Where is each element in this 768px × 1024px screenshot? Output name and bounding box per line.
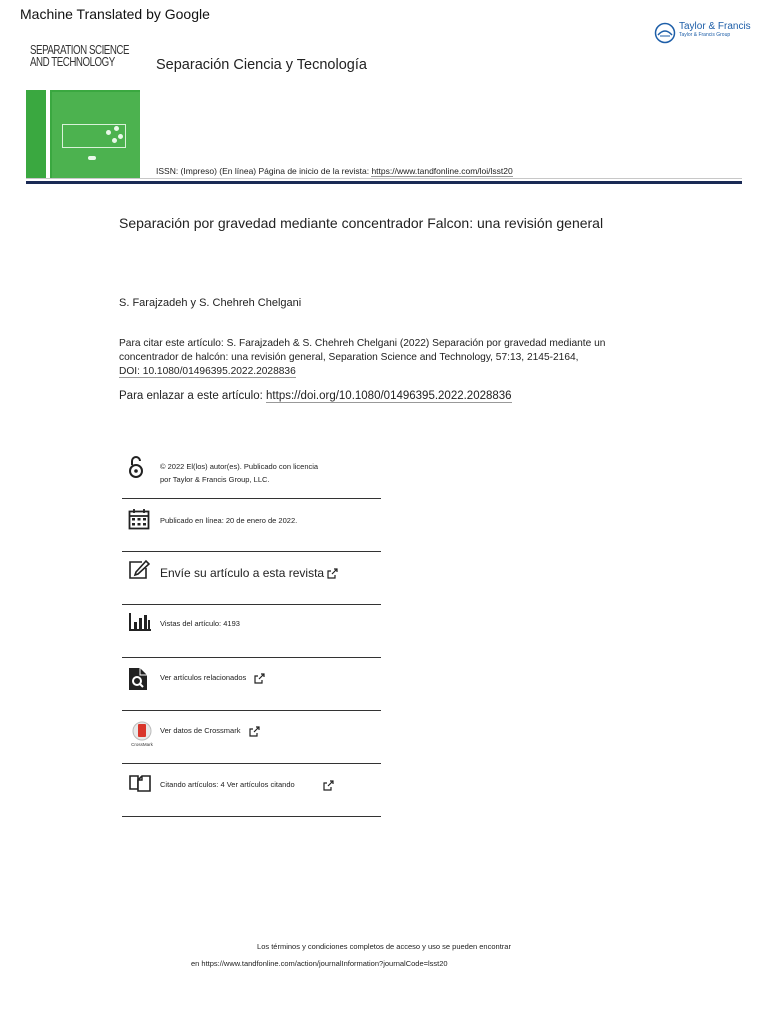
journal-title[interactable]: Separación Ciencia y Tecnología <box>156 57 367 73</box>
authors: S. Farajzadeh y S. Chehreh Chelgani <box>119 297 302 309</box>
footer-terms: Los términos y condiciones completos de acceso y uso se pueden encontrar <box>257 942 511 951</box>
crossmark-icon <box>128 720 156 748</box>
external-link-icon <box>327 568 338 579</box>
machine-translation-banner: Machine Translated by Google <box>20 6 210 22</box>
taylor-francis-icon <box>654 22 676 44</box>
crossmark-row[interactable] <box>122 712 381 764</box>
bar-chart-icon <box>128 612 152 632</box>
citation: Para citar este artículo: S. Farajzadeh & S. Chehreh Chelgani (2022) Separación por gravedad mediante un concentrador de halcón: una revisión general, Separation Science and Technology, 57:13, 2145-2164, DOI: 10.1080/01496395.2022.2028836 <box>119 338 606 377</box>
submit-row[interactable] <box>122 553 381 605</box>
crossmark-link[interactable]: Ver datos de Crossmark <box>160 726 241 735</box>
search-document-icon <box>128 667 148 691</box>
journal-cover[interactable] <box>26 34 140 178</box>
license-row: © 2022 El(los) autor(es). Publicado con licencia por Taylor & Francis Group, LLC. <box>122 447 381 499</box>
publisher-logo[interactable] <box>654 22 751 44</box>
article-link-line: Para enlazar a este artículo: https://doi.org/10.1080/01496395.2022.2028836 <box>119 390 512 402</box>
edit-icon <box>128 559 150 581</box>
doi-link[interactable]: DOI: 10.1080/01496395.2022.2028836 <box>119 366 296 377</box>
external-link-icon <box>254 673 265 684</box>
publisher-sub: Taylor & Francis Group <box>679 32 731 38</box>
issn-line: ISSN: (Impreso) (En línea) Página de inicio de la revista: https://www.tandfonline.com/loi/lsst20 <box>156 166 513 176</box>
external-link-icon <box>323 780 334 791</box>
published-row: Publicado en línea: 20 de enero de 2022. <box>122 500 381 552</box>
svg-text:CrossMark: CrossMark <box>131 742 153 747</box>
publisher-name: Taylor & Francis <box>679 21 751 32</box>
cover-title: SEPARATION SCIENCE AND TECHNOLOGY <box>30 43 130 69</box>
paper-title: Separación por gravedad mediante concentrador Falcon: una revisión general <box>119 215 604 231</box>
footer-terms-url[interactable]: en https://www.tandfonline.com/action/journalInformation?journalCode=lsst20 <box>191 959 448 968</box>
related-row[interactable] <box>122 659 381 711</box>
submit-link[interactable]: Envíe su artículo a esta revista <box>160 566 325 580</box>
citing-articles-link[interactable]: Citando artículos: 4 Ver artículos citando <box>160 780 295 789</box>
header-rule-blue <box>26 181 742 184</box>
journal-homepage-link[interactable]: https://www.tandfonline.com/loi/lsst20 <box>371 166 513 176</box>
header-rule <box>26 178 742 179</box>
open-access-icon <box>128 455 144 479</box>
copy-documents-icon <box>128 771 152 793</box>
article-doi-url[interactable]: https://doi.org/10.1080/01496395.2022.2028836 <box>266 390 512 402</box>
external-link-icon <box>249 726 260 737</box>
calendar-icon <box>128 508 150 530</box>
views-row: Vistas del artículo: 4193 <box>122 606 381 658</box>
citing-row[interactable] <box>122 765 381 817</box>
related-articles-link[interactable]: Ver artículos relacionados <box>160 673 247 682</box>
